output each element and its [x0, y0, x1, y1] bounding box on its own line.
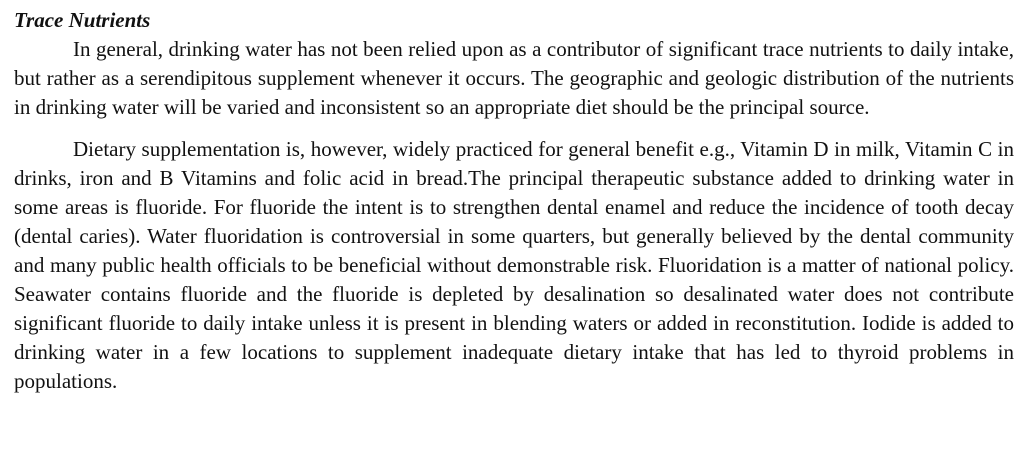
- section-heading: Trace Nutrients: [14, 8, 151, 32]
- paragraph-general: In general, drinking water has not been relied upon as a contributor of significant trace nutrients to daily intake, but rather as a serendipitous supplement whenever it occurs. The geographic and geologic distribution of the nutrients in drinking water will be varied and inconsistent so an appropriate diet should be the principal source.: [14, 37, 1014, 119]
- document-page: [14, 6, 1014, 396]
- paragraph-supplementation: Dietary supplementation is, however, widely practiced for general benefit e.g., Vitamin D in milk, Vitamin C in drinks, iron and B Vitamins and folic acid in bread.The principal therapeutic substance added to drinking water in some areas is fluoride. For fluoride the intent is to strengthen dental enamel and reduce the incidence of tooth decay (dental caries). Water fluoridation is controversial in some quarters, but generally believed by the dental community and many public health officials to be beneficial without demonstrable risk. Fluoridation is a matter of national policy. Seawater contains fluoride and the fluoride is depleted by desalination so desalinated water does not contribute significant fluoride to daily intake unless it is present in blending waters or added in reconstitution. Iodide is added to drinking water in a few locations to supplement inadequate dietary intake that has led to thyroid problems in populations.: [14, 137, 1014, 393]
